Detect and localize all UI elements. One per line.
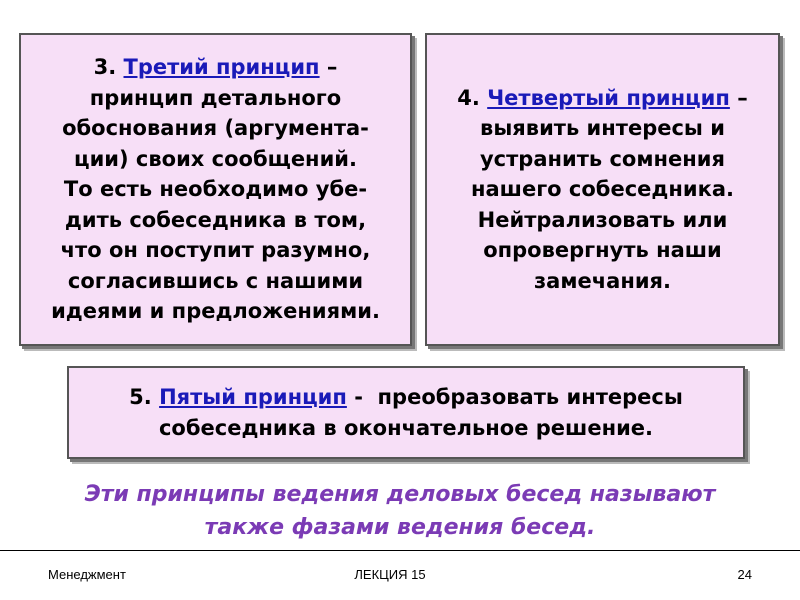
principle-3-box <box>19 33 412 346</box>
principle-5-text: преобразовать интересы собеседника в окончательное решение. <box>158 385 683 440</box>
principle-5-content <box>129 382 683 443</box>
principle-5-number: 5. <box>129 385 152 409</box>
principle-4-box <box>425 33 780 346</box>
principle-4-content <box>457 83 747 297</box>
principle-5-title: Пятый принцип <box>159 385 347 409</box>
footer-divider <box>0 550 800 551</box>
principle-5-box <box>67 366 745 459</box>
footer-lecture: ЛЕКЦИЯ 15 <box>354 567 426 582</box>
principle-5-dash: - <box>346 385 378 409</box>
principle-4-title: Четвертый принцип <box>487 85 730 110</box>
principle-3-number: 3. <box>93 55 117 80</box>
principle-3-title: Третий принцип <box>123 55 320 80</box>
conclusion-text: Эти принципы ведения деловых бесед называют также фазами ведения бесед. <box>84 482 716 540</box>
principle-4-text: выявить интересы и устранить сомнения нашего собеседника. Нейтрализовать или опровергнуть наши замечания. <box>470 116 734 293</box>
principle-4-dash: – <box>729 85 748 110</box>
footer-page-number: 24 <box>737 567 752 582</box>
principle-3-text: принцип детального обоснования (аргумента- ции) своих сообщений. То есть необходимо убе- дить собеседника в том, что он поступит разумно, согласившись с нашими идеями и предложениями. <box>51 85 380 324</box>
principle-3-content <box>51 52 380 327</box>
principle-4-number: 4. <box>457 85 480 110</box>
footer-course: Менеджмент <box>48 567 126 582</box>
principle-3-dash: – <box>319 55 338 80</box>
